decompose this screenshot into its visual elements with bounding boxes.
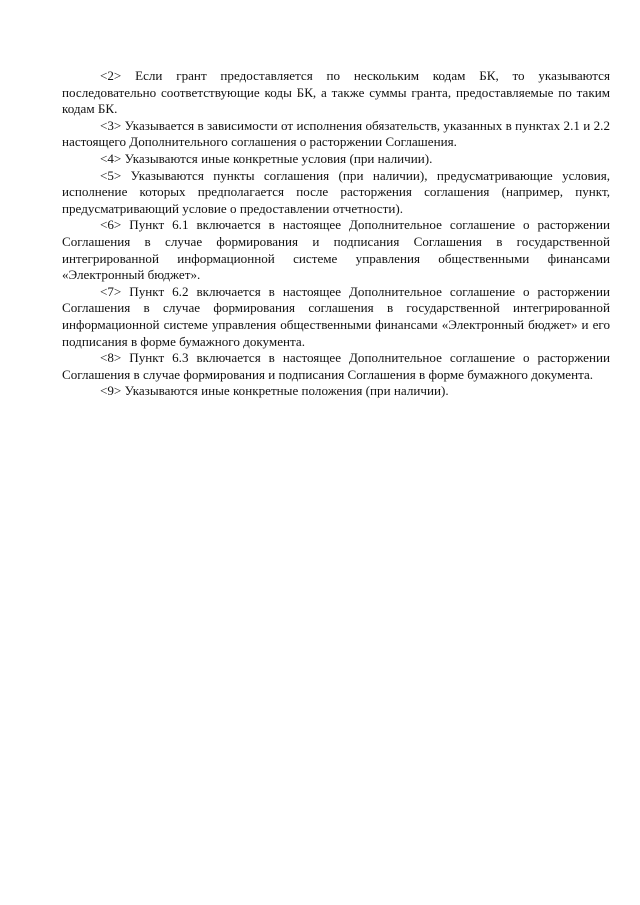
footnote-6: <6> Пункт 6.1 включается в настоящее Дополнительное соглашение о расторжении Соглашения в случае формирования и подписания Соглашения в государственной интегрированной информационной системе управления общественными финансами «Электронный бюджет». — [62, 217, 610, 283]
footnote-9: <9> Указываются иные конкретные положения (при наличии). — [100, 383, 449, 399]
footnote-2: <2> Если грант предоставляется по нескольким кодам БК, то указываются последовательно соответствующие коды БК, а также суммы гранта, предоставляемые по таким кодам БК. — [62, 68, 610, 117]
footnote-5: <5> Указываются пункты соглашения (при наличии), предусматривающие условия, исполнение которых предполагается после расторжения соглашения (например, пункт, предусматривающий условие о предоставлении отчетности). — [62, 167, 610, 216]
footnote-4: <4> Указываются иные конкретные условия (при наличии). — [100, 150, 433, 166]
footnote-8: <8> Пункт 6.3 включается в настоящее Дополнительное соглашение о расторжении Соглашения в случае формирования и подписания Соглашения в форме бумажного документа. — [62, 350, 610, 382]
document-page — [62, 68, 610, 400]
footnote-7: <7> Пункт 6.2 включается в настоящее Дополнительное соглашение о расторжении Соглашения в случае формирования соглашения в государственной интегрированной информационной системе управления общественными финансами «Электронный бюджет» и его подписания в форме бумажного документа. — [62, 283, 610, 349]
footnote-3: <3> Указывается в зависимости от исполнения обязательств, указанных в пунктах 2.1 и 2.2 настоящего Дополнительного соглашения о расторжении Соглашения. — [62, 117, 610, 150]
